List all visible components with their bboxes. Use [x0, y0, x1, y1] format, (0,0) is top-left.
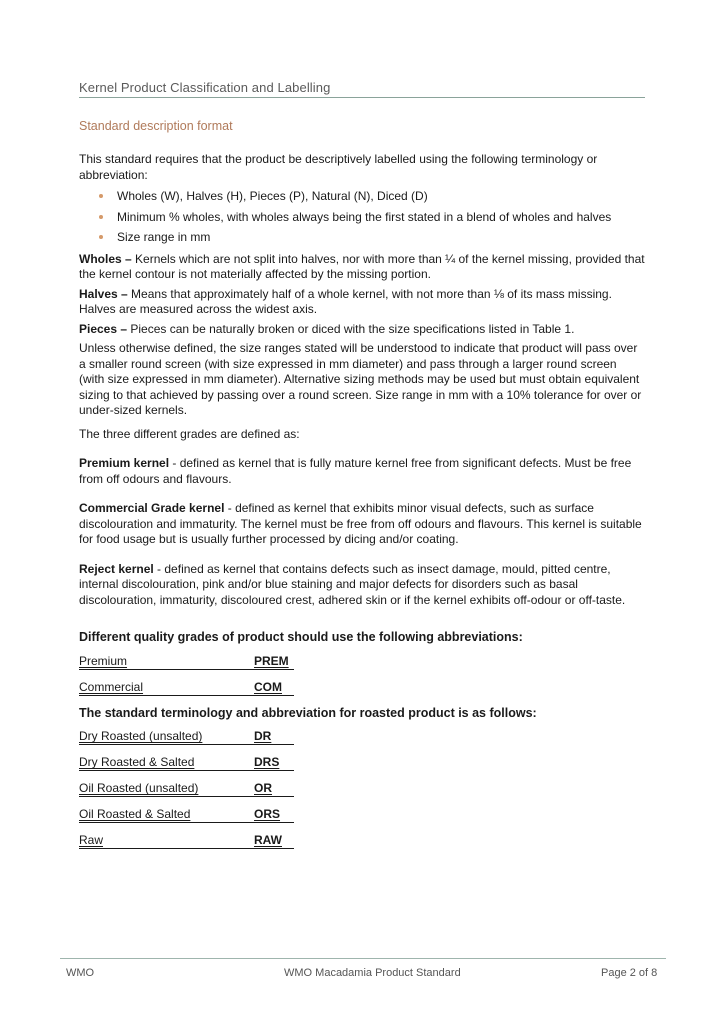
grades-intro: The three different grades are defined as:	[79, 426, 300, 441]
bullet-icon	[99, 194, 103, 198]
section-title: Standard description format	[79, 119, 233, 133]
abbreviation-name: Raw	[79, 833, 104, 847]
abbreviation-name: Dry Roasted (unsalted)	[79, 729, 203, 743]
abbreviation-name: Premium	[79, 653, 128, 668]
quality-abbreviations-heading: Different quality grades of product should use the following abbreviations:	[79, 630, 523, 644]
commercial-grade-definition: Commercial Grade kernel - defined as kernel that exhibits minor visual defects, such as surface discolouration and immaturity. The kernel must be free from off odours and flavours. This kernel is suitable for food usage but is usually further processed by dicing and/or coating.	[79, 501, 642, 546]
abbreviation-row	[79, 755, 294, 773]
document-body	[79, 152, 645, 851]
abbreviation-row	[79, 781, 294, 799]
bullet-icon	[99, 215, 103, 219]
underline-rule	[79, 695, 294, 696]
abbreviation-code: DR	[254, 729, 272, 743]
list-item: Size range in mm	[79, 230, 645, 246]
abbreviation-code: RAW	[254, 833, 282, 847]
premium-grade-definition: Premium kernel - defined as kernel that is fully mature kernel free from significant defects. Must be free from off odours and flavours.	[79, 456, 632, 486]
reject-grade-definition: Reject kernel - defined as kernel that contains defects such as insect damage, mould, pitted centre, internal discolouration, pink and/or blue staining and major defects for disorders such as basal discolouration, immaturity, discoloured crest, adhered skin or if the kernel exhibits off-odour or off-taste.	[79, 561, 626, 607]
abbreviation-name: Commercial	[79, 679, 144, 694]
footer-org: WMO	[66, 967, 95, 979]
abbreviation-row	[79, 654, 294, 672]
abbreviation-row	[79, 833, 294, 851]
abbreviation-code: PREM	[254, 653, 289, 668]
footer-divider	[60, 958, 666, 959]
underline-rule	[79, 770, 294, 771]
wholes-definition: Wholes – Kernels which are not split into halves, nor with more than ¼ of the kernel missing, provided that the kernel contour is not materially affected by the missing portion.	[79, 251, 645, 281]
abbreviation-row	[79, 680, 294, 698]
abbreviation-row	[79, 729, 294, 747]
abbreviation-name: Oil Roasted (unsalted)	[79, 781, 199, 795]
bullet-icon	[99, 235, 103, 239]
underline-rule	[79, 822, 294, 823]
footer-document-title: WMO Macadamia Product Standard	[284, 967, 461, 979]
abbreviation-name: Oil Roasted & Salted	[79, 807, 191, 821]
list-item: Wholes (W), Halves (H), Pieces (P), Natural (N), Diced (D)	[79, 189, 645, 205]
halves-definition: Halves – Means that approximately half of a whole kernel, with not more than ⅛ of its mass missing. Halves are measured across the widest axis.	[79, 286, 612, 316]
intro-paragraph: This standard requires that the product be descriptively labelled using the following terminology or abbreviation:	[79, 152, 598, 182]
terminology-list	[79, 189, 645, 246]
underline-rule	[79, 744, 294, 745]
underline-rule	[79, 669, 294, 670]
page-header-title: Kernel Product Classification and Labelling	[79, 80, 645, 98]
abbreviation-code: OR	[254, 781, 272, 795]
abbreviation-code: COM	[254, 679, 282, 694]
size-range-paragraph: Unless otherwise defined, the size ranges stated will be understood to indicate that product will pass over a smaller round screen (with size expressed in mm diameter) and pass through a larger round screen (with size expressed in mm diameter). Alternative sizing methods may be used but must obtain equivalent sizing to that achieved by passing over a round screen. Size range in mm with a 10% tolerance for over or under-sized kernels.	[79, 341, 642, 417]
abbreviation-code: ORS	[254, 807, 281, 821]
underline-rule	[79, 848, 294, 849]
page-number: Page 2 of 8	[601, 967, 658, 979]
abbreviation-code: DRS	[254, 755, 280, 769]
list-item: Minimum % wholes, with wholes always being the first stated in a blend of wholes and halves	[79, 210, 645, 226]
pieces-definition: Pieces – Pieces can be naturally broken or diced with the size specifications listed in Table 1.	[79, 321, 575, 336]
abbreviation-row	[79, 807, 294, 825]
underline-rule	[79, 796, 294, 797]
roasted-abbreviations-heading: The standard terminology and abbreviation for roasted product is as follows:	[79, 705, 537, 720]
abbreviation-name: Dry Roasted & Salted	[79, 755, 195, 769]
